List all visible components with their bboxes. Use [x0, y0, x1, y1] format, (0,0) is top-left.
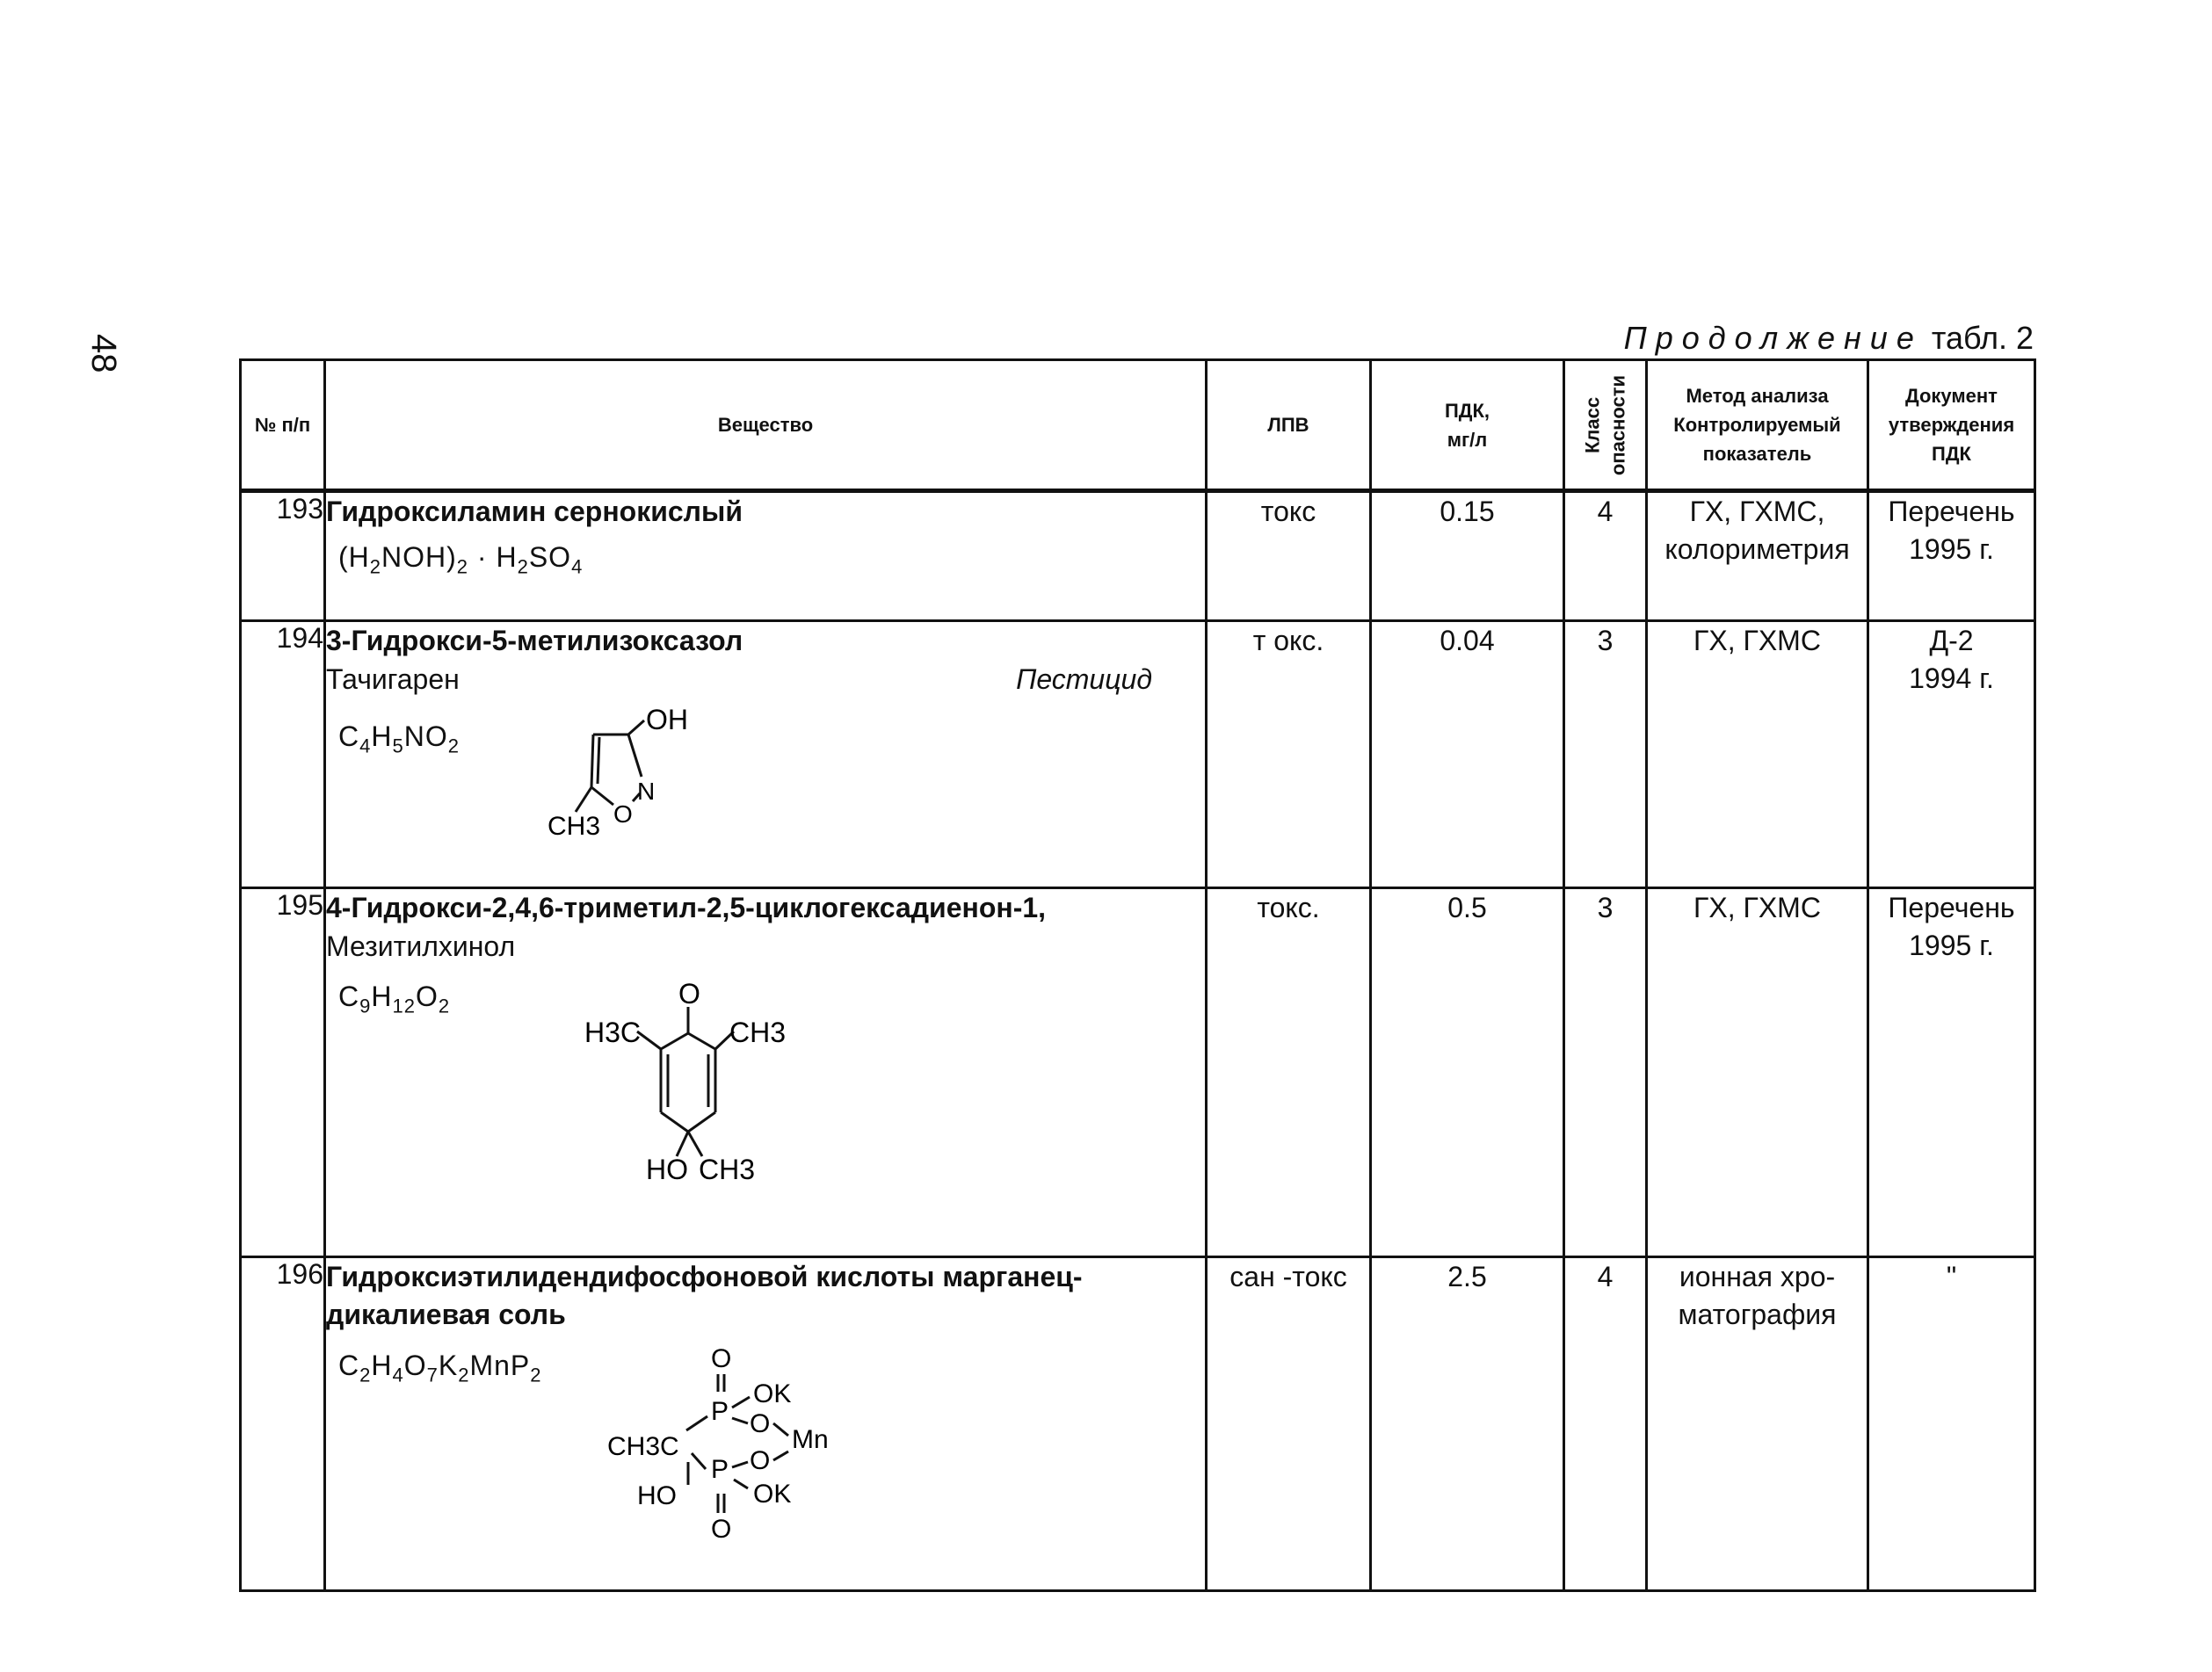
pdk-cell: 0.5	[1371, 888, 1564, 1257]
lpv-cell: т окс.	[1207, 621, 1371, 888]
row-number: 196	[241, 1257, 325, 1591]
table-header-row	[241, 360, 2035, 491]
structure-o-mid2: O	[750, 1446, 771, 1476]
doc-line2: 1995 г.	[1909, 930, 1994, 962]
substance-cell	[325, 621, 1207, 888]
row-number: 193	[241, 491, 325, 621]
table-continuation-caption	[1582, 320, 2034, 357]
table-row	[241, 888, 2035, 1257]
method-line1: ГХ, ГХМС,	[1689, 496, 1825, 527]
doc-line1: Перечень	[1888, 892, 2015, 923]
table-row	[241, 621, 2035, 888]
chemical-formula: $C_9H_{12}O_2$	[338, 980, 451, 1017]
structure-ch3c: CH3C	[607, 1432, 679, 1462]
structure-ch3: CH3	[548, 811, 601, 840]
chemical-formula: $(H_2NOH)_2 \cdot H_2SO_4$	[338, 541, 584, 578]
hazard-class-cell: 4	[1564, 491, 1647, 621]
doc-line1: Д-2	[1929, 625, 1974, 656]
table-row	[241, 1257, 2035, 1591]
header-class-line1: Класс	[1580, 396, 1603, 453]
structure-o-bottom: O	[711, 1515, 732, 1545]
doc-line1: Перечень	[1888, 496, 2015, 527]
pdk-cell: 0.04	[1371, 621, 1564, 888]
structure-oh: OH	[646, 707, 688, 735]
substance-cell	[325, 888, 1207, 1257]
header-method-line2: Контролируемый	[1673, 414, 1841, 436]
structure-o: O	[678, 977, 700, 1010]
header-method	[1647, 360, 1868, 491]
doc-ditto-mark: "	[1946, 1261, 1957, 1292]
hazard-class-cell: 3	[1564, 888, 1647, 1257]
mesitylquinol-structure	[497, 972, 795, 1200]
header-pdk-line1: ПДК,	[1444, 399, 1490, 422]
substance-synonym: Тачигарен	[326, 663, 460, 696]
isoxazole-structure	[540, 708, 769, 840]
structure-ch3: CH3	[729, 1016, 787, 1048]
method-cell	[1647, 1257, 1868, 1591]
header-num: № п/п	[241, 360, 325, 491]
method-line1: ионная хро-	[1679, 1261, 1836, 1292]
pesticide-note: Пестицид	[1016, 663, 1152, 696]
header-method-line3: показатель	[1702, 443, 1812, 465]
document-cell	[1868, 491, 2035, 621]
page-number: 48	[84, 334, 123, 373]
structure-o: O	[613, 800, 633, 828]
document-cell	[1868, 621, 2035, 888]
structure-p-bottom: P	[711, 1455, 729, 1485]
substance-name-line1: Гидроксиэтилидендифосфоновой кислоты марганец-	[326, 1261, 1083, 1292]
header-class	[1564, 360, 1647, 491]
lpv-cell: токс.	[1207, 888, 1371, 1257]
method-line1: ГХ, ГХМС	[1693, 625, 1821, 656]
method-cell	[1647, 888, 1868, 1257]
hazard-class-cell: 4	[1564, 1257, 1647, 1591]
header-pdk-line2: мг/л	[1447, 428, 1488, 451]
doc-line2: 1995 г.	[1909, 533, 1994, 566]
table-reference: табл. 2	[1931, 320, 2034, 356]
structure-h3c: H3C	[584, 1016, 642, 1048]
header-doc-line1: Документ	[1905, 385, 1998, 407]
method-line2: колориметрия	[1664, 533, 1850, 566]
lpv-cell: сан -токс	[1207, 1257, 1371, 1591]
method-line2: матография	[1678, 1299, 1837, 1331]
pdk-cell: 0.15	[1371, 491, 1564, 621]
structure-ok-bottom: OK	[753, 1480, 792, 1509]
structure-ho: HO	[646, 1153, 688, 1185]
structure-o-mid1: O	[750, 1409, 771, 1439]
substance-name: Гидроксиламин сернокислый	[326, 496, 743, 527]
document-cell	[1868, 1257, 2035, 1591]
substance-name-line2: дикалиевая соль	[326, 1299, 566, 1331]
header-lpv: ЛПВ	[1207, 360, 1371, 491]
substance-name: 4-Гидрокси-2,4,6-триметил-2,5-циклогексадиенон-1,	[326, 892, 1047, 923]
header-method-line1: Метод анализа	[1686, 385, 1829, 407]
substance-name: 3-Гидрокси-5-метилизоксазол	[326, 625, 743, 656]
hazard-class-cell: 3	[1564, 621, 1647, 888]
row-number: 194	[241, 621, 325, 888]
structure-ok-top: OK	[753, 1379, 792, 1409]
document-cell	[1868, 888, 2035, 1257]
structure-o-top: O	[711, 1344, 732, 1374]
header-doc-line3: ПДК	[1932, 443, 1971, 465]
chemical-formula: $C_4H_5NO_2$	[338, 720, 460, 757]
structure-ho: HO	[637, 1481, 677, 1511]
phosphonate-salt-structure	[593, 1339, 883, 1559]
chemical-formula: $C_2H_4O_7K_2MnP_2$	[338, 1350, 542, 1386]
header-class-line2: опасности	[1606, 374, 1628, 475]
header-doc-line2: утверждения	[1888, 414, 2015, 436]
doc-line2: 1994 г.	[1909, 662, 1994, 695]
structure-mn: Mn	[792, 1425, 829, 1455]
continuation-word: Продолжение	[1623, 320, 1923, 356]
header-document	[1868, 360, 2035, 491]
lpv-cell: токс	[1207, 491, 1371, 621]
structure-p-top: P	[711, 1397, 729, 1427]
header-substance: Вещество	[325, 360, 1207, 491]
substances-table	[239, 358, 2036, 1592]
structure-ch3-bottom: CH3	[699, 1153, 756, 1185]
substance-cell	[325, 491, 1207, 621]
structure-n: N	[637, 777, 656, 805]
substance-cell	[325, 1257, 1207, 1591]
substance-synonym: Мезитилхинол	[326, 930, 516, 963]
method-cell	[1647, 491, 1868, 621]
method-line1: ГХ, ГХМС	[1693, 892, 1821, 923]
table-row	[241, 491, 2035, 621]
row-number: 195	[241, 888, 325, 1257]
pdk-cell: 2.5	[1371, 1257, 1564, 1591]
method-cell	[1647, 621, 1868, 888]
header-pdk	[1371, 360, 1564, 491]
